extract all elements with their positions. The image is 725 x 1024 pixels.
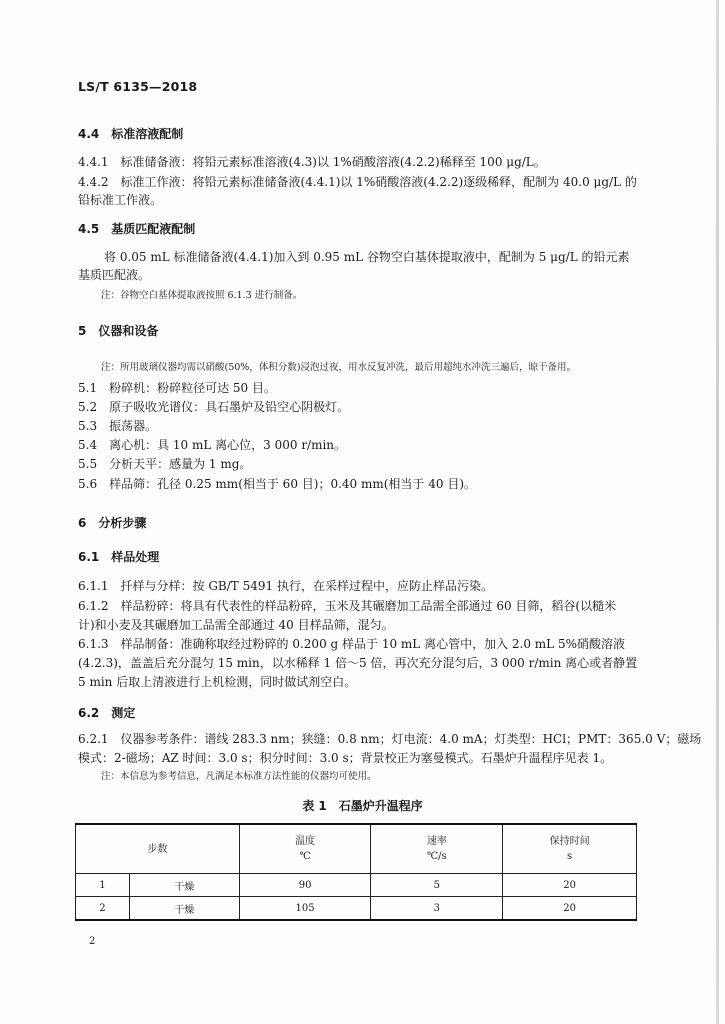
table-header-row [76, 824, 637, 874]
cell-no: 2 [76, 897, 130, 921]
header-step: 步数 [76, 824, 240, 874]
para-6-2-1-line1: 6.2.1 仪器参考条件：谱线 283.3 nm；狭缝：0.8 nm；灯电流：4.0 mA；灯类型：HCl；PMT：365.0 V；磁场 [78, 732, 702, 746]
table-row [76, 897, 637, 921]
section-4-5-title: 4.5 基质匹配液配制 [78, 222, 196, 236]
para-6-1-2-line2: 计)和小麦及其碾磨加工品需全部通过 40 目样品筛，混匀。 [78, 618, 394, 632]
scan-edge [716, 0, 719, 1024]
note-4-5: 注：谷物空白基体提取液按照 6.1.3 进行制备。 [101, 290, 303, 301]
cell-temp: 105 [239, 897, 371, 921]
cell-hold: 20 [503, 897, 637, 921]
para-6-1-3-line2: (4.2.3)，盖盖后充分混匀 15 min，以水稀释 1 倍～5 倍，再次充分混匀后，3 000 r/min 离心或者静置 [78, 656, 638, 670]
item-5-1: 5.1 粉碎机：粉碎粒径可达 50 目。 [78, 381, 276, 395]
section-6-1-title: 6.1 样品处理 [78, 550, 160, 564]
cell-name: 干燥 [129, 874, 239, 897]
cell-rate: 5 [371, 874, 503, 897]
item-5-2: 5.2 原子吸收光谱仪：具石墨炉及铅空心阴极灯。 [78, 400, 350, 414]
para-6-2-1-line2: 模式：2-磁场；AZ 时间：3.0 s；积分时间：3.0 s；背景校正为塞曼模式。石墨炉升温程序见表 1。 [78, 751, 613, 765]
standard-code-header: LS/T 6135—2018 [78, 79, 198, 94]
cell-name: 干燥 [129, 897, 239, 921]
section-6-title: 6 分析步骤 [78, 516, 147, 530]
para-6-1-3-line3: 5 min 后取上清液进行上机检测，同时做试剂空白。 [78, 675, 357, 689]
para-6-1-1: 6.1.1 扦样与分样：按 GB/T 5491 执行，在采样过程中，应防止样品污染。 [78, 579, 493, 593]
section-4-4-title: 4.4 标准溶液配制 [78, 127, 184, 141]
section-5-title: 5 仪器和设备 [78, 324, 159, 338]
cell-rate: 3 [371, 897, 503, 921]
para-6-1-3-line1: 6.1.3 样品制备：准确称取经过粉碎的 0.200 g 样品于 10 mL 离心管中，加入 2.0 mL 5%硝酸溶液 [78, 637, 625, 651]
para-4-5-line1: 将 0.05 mL 标准储备液(4.4.1)加入到 0.95 mL 谷物空白基体提取液中，配制为 5 μg/L 的铅元素 [104, 250, 630, 264]
cell-hold: 20 [503, 874, 637, 897]
para-4-4-2-line2: 铅标准工作液。 [78, 193, 163, 207]
item-5-4: 5.4 离心机：具 10 mL 离心位，3 000 r/min。 [78, 438, 347, 452]
table-row [76, 874, 637, 897]
para-4-4-1: 4.4.1 标准储备液：将铅元素标准溶液(4.3)以 1%硝酸溶液(4.2.2)稀释至 100 μg/L。 [78, 155, 546, 169]
section-6-2-title: 6.2 测定 [78, 706, 136, 720]
header-temp: 温度 ℃ [239, 824, 371, 874]
header-hold: 保持时间 s [503, 824, 637, 874]
page-number: 2 [89, 936, 96, 947]
para-4-5-line2: 基质匹配液。 [78, 268, 151, 282]
cell-temp: 90 [239, 874, 371, 897]
cell-no: 1 [76, 874, 130, 897]
para-4-4-2-line1: 4.4.2 标准工作液：将铅元素标准储备液(4.4.1)以 1%硝酸溶液(4.2.2)逐级稀释，配制为 40.0 μg/L 的 [78, 175, 637, 189]
item-5-3: 5.3 振荡器。 [78, 419, 158, 433]
table-caption: 表 1 石墨炉升温程序 [302, 799, 423, 813]
note-6-2: 注：本信息为参考信息，凡满足本标准方法性能的仪器均可使用。 [101, 771, 377, 782]
note-5: 注：所用玻璃仪器均需以硝酸(50%，体积分数)浸泡过夜，用水反复冲洗，最后用超纯水冲洗三遍后，晾干备用。 [101, 362, 577, 373]
header-rate: 速率 ℃/s [371, 824, 503, 874]
para-6-1-2-line1: 6.1.2 样品粉碎：将具有代表性的样品粉碎，玉米及其碾磨加工品需全部通过 60 目筛，稻谷(以糙米 [78, 599, 617, 613]
item-5-6: 5.6 样品筛：孔径 0.25 mm(相当于 60 目)；0.40 mm(相当于 40 目)。 [78, 477, 477, 491]
furnace-program-table [75, 823, 637, 921]
item-5-5: 5.5 分析天平：感量为 1 mg。 [78, 457, 252, 471]
